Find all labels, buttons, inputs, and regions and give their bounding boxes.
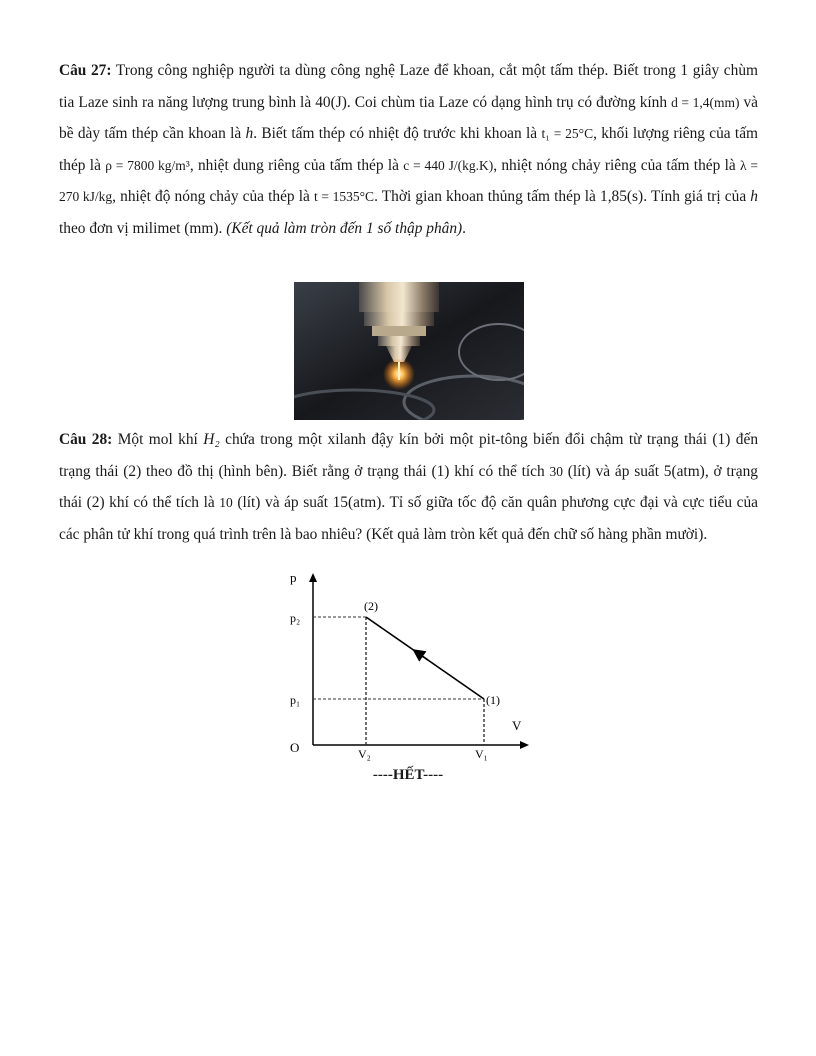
thickness-symbol: h <box>245 125 254 143</box>
diameter-formula: d = 1,4(mm) <box>671 94 740 110</box>
density-formula: ρ = 7800 kg/m³ <box>105 157 190 173</box>
question-28-label: Câu 28: <box>59 431 113 448</box>
p2-label: p₂ <box>290 611 301 625</box>
melting-temperature: t = 1535°C <box>313 189 375 205</box>
laser-cutting-image <box>294 282 524 420</box>
laser-cutting-photo <box>294 282 524 420</box>
question-27: Câu 27: Trong công nghiệp người ta dùng công nghệ Laze để khoan, cắt một tấm thép. Biết trong 1 giây chùm tia Laze sinh ra năng lượng trung bình là 40(J). Coi chùm tia Laze có dạng hình trụ có đường kính d = 1,4(mm) và bề dày tấm thép cần khoan là h. Biết tấm thép có nhiệt độ trước khi khoan là t₁ = 25°C, khối lượng riêng của tấm thép là ρ = 7800 kg/m³, nhiệt dung riêng của tấm thép là c = 440 J/(kg.K), nhiệt nóng chảy riêng của tấm thép là λ = 270 kJ/kg, nhiệt độ nóng chảy của thép là t = 1535°C. Thời gian khoan thủng tấm thép là 1,85(s). Tính giá trị của h theo đơn vị milimet (mm). (Kết quả làm tròn đến 1 số thập phân). <box>59 62 759 237</box>
volume-2: 10 <box>219 495 233 511</box>
v2-label: V₂ <box>358 747 371 761</box>
question-27-label: Câu 27: <box>59 62 112 79</box>
question-28: Câu 28: Một mol khí H₂ chứa trong một xilanh đậy kín bởi một pit-tông biến đổi chậm từ trạng thái (1) đến trạng thái (2) theo đồ thị (hình bên). Biết rằng ở trạng thái (1) khí có thể tích 30 (lít) và áp suất 5(atm), ở trạng thái (2) khí có thể tích là 10 (lít) và áp suất 15(atm). Tỉ số giữa tốc độ căn quân phương cực đại và cực tiểu của các phân tử khí trong quá trình trên là bao nhiêu? (Kết quả làm tròn kết quả đến chữ số hàng phần mười). <box>59 431 759 543</box>
energy-value: 40(J) <box>315 93 347 111</box>
state-1-label: (1) <box>486 693 500 707</box>
end-marker: ----HẾT---- <box>372 767 444 783</box>
initial-temperature: t₁ = 25°C <box>541 126 594 142</box>
specific-heat-formula: c = 440 J/(kg.K) <box>403 157 494 173</box>
pv-diagram <box>280 568 540 768</box>
v1-label: V₁ <box>475 747 488 761</box>
origin-label: O <box>290 740 300 755</box>
process-direction-arrow <box>415 651 428 660</box>
p-axis-arrow <box>309 573 317 582</box>
pressure-1: 5(atm) <box>663 462 705 480</box>
pressure-2: 15(atm) <box>332 494 382 512</box>
v-axis-arrow <box>520 741 529 749</box>
p1-label: p₁ <box>290 693 301 707</box>
volume-1: 30 <box>549 463 563 479</box>
thickness-symbol: h <box>750 188 758 206</box>
state-2-label: (2) <box>364 599 378 613</box>
rounding-note: (Kết quả làm tròn đến 1 số thập phân) <box>226 219 463 237</box>
gas-formula: H₂ <box>203 431 220 448</box>
time-value: 1,85(s) <box>600 188 644 206</box>
p-axis-label: p <box>290 570 297 585</box>
unit-mm: (mm) <box>184 219 219 237</box>
v-axis-label: V <box>512 718 522 733</box>
latent-heat-formula: λ = 270 kJ/kg <box>59 157 758 205</box>
pv-diagram-svg <box>280 568 540 768</box>
